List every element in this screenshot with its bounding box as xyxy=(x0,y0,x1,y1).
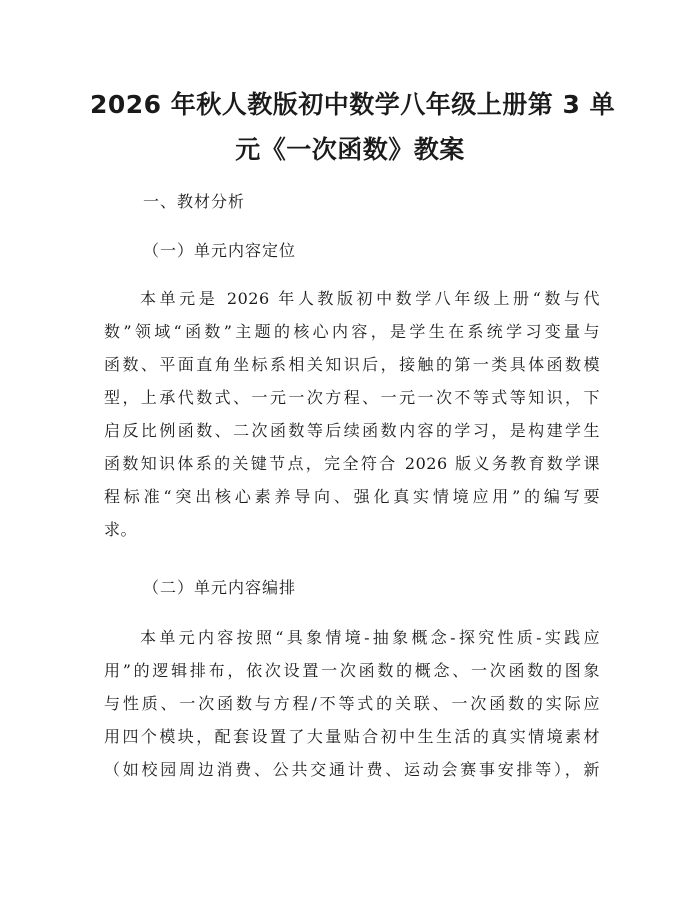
section-heading-teaching-material-analysis: 一、教材分析 xyxy=(143,192,246,211)
paragraph-line: 用四个模块，配套设置了大量贴合初中生生活的真实情境素材 xyxy=(104,727,600,746)
paragraph-line: （如校园周边消费、公共交通计费、运动会赛事安排等），新 xyxy=(104,760,600,779)
subsection-heading-unit-positioning: （一）单元内容定位 xyxy=(143,241,297,260)
paragraph-line: 型，上承代数式、一元一次方程、一元一次不等式等知识，下 xyxy=(104,388,600,407)
document-title-line-1: 2026 年秋人教版初中数学八年级上册第 3 单 xyxy=(90,90,616,119)
paragraph-line: 用”的逻辑排布，依次设置一次函数的概念、一次函数的图象 xyxy=(104,661,600,680)
paragraph-line: 本单元是 2026 年人教版初中数学八年级上册“数与代 xyxy=(140,289,600,308)
paragraph-line: 与性质、一次函数与方程/不等式的关联、一次函数的实际应 xyxy=(104,694,600,713)
paragraph-line: 程标准“突出核心素养导向、强化真实情境应用”的编写要 xyxy=(104,487,600,506)
document-title-line-2: 元《一次函数》教案 xyxy=(235,135,465,164)
paragraph-line: 求。 xyxy=(104,520,138,539)
paragraph-line: 数”领域“函数”主题的核心内容，是学生在系统学习变量与 xyxy=(104,322,600,341)
paragraph-line: 函数、平面直角坐标系相关知识后，接触的第一类具体函数模 xyxy=(104,355,600,374)
paragraph-line: 函数知识体系的关键节点，完全符合 2026 版义务教育数学课 xyxy=(104,454,600,473)
paragraph-line: 本单元内容按照“具象情境-抽象概念-探究性质-实践应 xyxy=(140,628,600,647)
subsection-heading-unit-arrangement: （二）单元内容编排 xyxy=(143,578,297,597)
paragraph-line: 启反比例函数、二次函数等后续函数内容的学习，是构建学生 xyxy=(104,421,600,440)
